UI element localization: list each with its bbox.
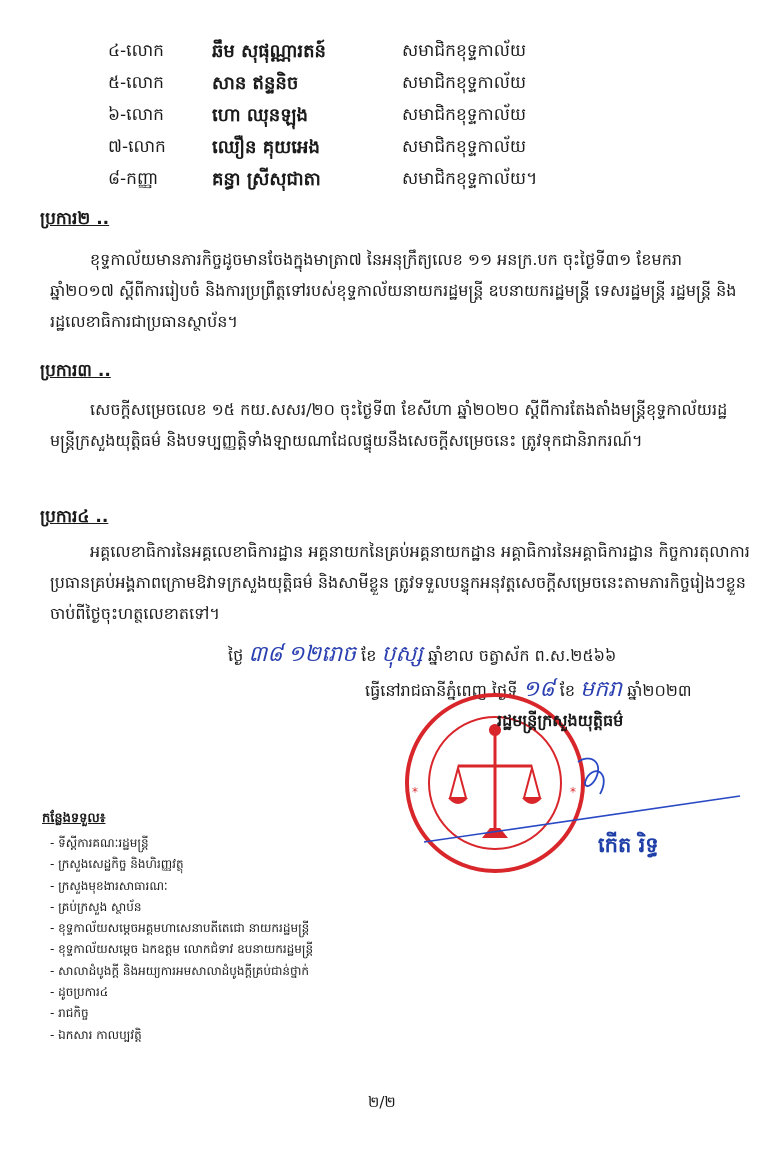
lunar-day: ៣៨ bbox=[248, 642, 283, 667]
member-title: ៧-លោក bbox=[108, 136, 166, 157]
article-4-heading: ប្រការ៤ .. bbox=[40, 507, 109, 527]
recipients-list bbox=[42, 833, 313, 1046]
list-item: - ក្រសួងមុខងារសាធារណៈ bbox=[50, 878, 168, 893]
article-2-heading: ប្រការ២ .. bbox=[40, 209, 110, 229]
lunar-day-label: ថ្ងៃ bbox=[228, 646, 244, 665]
member-row bbox=[108, 132, 668, 164]
member-name: ឆឹម សុផុណ្ណារតន៍ bbox=[212, 40, 326, 62]
member-row bbox=[108, 100, 668, 132]
article-3-heading: ប្រការ៣ .. bbox=[40, 361, 111, 381]
solar-day: ១៨ bbox=[522, 677, 555, 702]
member-role: សមាជិកខុទ្ទកាល័យ bbox=[402, 104, 527, 125]
recipients-block bbox=[42, 810, 313, 1046]
solar-month-label: ខែ bbox=[559, 681, 576, 700]
member-title: ៦-លោក bbox=[108, 104, 164, 125]
signer-name: កើត រិទ្ធ bbox=[598, 833, 659, 857]
member-name: គន្ធា ស្រីសុជាតា bbox=[212, 168, 321, 190]
member-role: សមាជិកខុទ្ទកាល័យ bbox=[402, 72, 527, 93]
member-name: ឈឿន គុយអេង bbox=[212, 136, 320, 158]
article-4-text: អគ្គលេខាធិការនៃអគ្គលេខាធិការដ្ឋាន អគ្គនាយកនៃគ្រប់អគ្គនាយកដ្ឋាន អគ្គាធិការនៃអគ្គាធិការដ្ឋាន កិច្ចការតុលាការ ប្រធានគ្រប់អង្គភាពក្រោមឱវាទក្រសួងយុត្តិធម៌ និងសាមីខ្លួន ត្រូវទទួលបន្ទុកអនុវត្តសេចក្ដីសម្រេចនេះតាមភារកិច្ចរៀងៗខ្លួនចាប់ពីថ្ងៃចុះហត្ថលេខាតទៅ។ bbox=[50, 542, 750, 623]
lunar-waning: ១២រោច bbox=[287, 642, 357, 667]
recipients-title: កន្លែងទទួល៖ bbox=[42, 811, 106, 826]
member-row bbox=[108, 36, 668, 68]
svg-text:*: * bbox=[412, 785, 418, 799]
member-row bbox=[108, 164, 668, 196]
list-item: - គ្រប់ក្រសួង ស្ថាប័ន bbox=[50, 899, 142, 914]
article-2-text: ខុទ្ទកាល័យមានភារកិច្ចដូចមានចែងក្នុងមាត្រា៧ នៃអនុក្រឹត្យលេខ ១១ អនក្រ.បក ចុះថ្ងៃទី៣១ ខែមករា ឆ្នាំ២០១៧ ស្ដីពីការរៀបចំ និងការប្រព្រឹត្តទៅរបស់ខុទ្ទកាល័យនាយករដ្ឋមន្ត្រី ឧបនាយករដ្ឋមន្ត្រី ទេសរដ្ឋមន្ត្រី រដ្ឋមន្ត្រី និងរដ្ឋលេខាធិការជាប្រធានស្ថាប័ន។ bbox=[50, 250, 737, 331]
list-item: - ក្រសួងសេដ្ឋកិច្ច និងហិរញ្ញវត្ថុ bbox=[50, 857, 184, 872]
member-title: ៨-កញ្ញា bbox=[108, 168, 159, 189]
list-item: - ទីស្ដីការគណៈរដ្ឋមន្ត្រី bbox=[50, 836, 149, 850]
member-role: សមាជិកខុទ្ទកាល័យ bbox=[402, 136, 527, 157]
member-role: សមាជិកខុទ្ទកាល័យ។ bbox=[402, 168, 538, 189]
list-item: - ខុទ្ទកាល័យសម្ដេចអគ្គមហាសេនាបតីតេជោ នាយករដ្ឋមន្ត្រី bbox=[50, 921, 310, 936]
lunar-month-label: ខែ bbox=[361, 646, 377, 665]
list-item: - សាលាដំបូងក្ដី និងអយ្យការអមសាលាដំបូងក្ដីគ្រប់ជាន់ថ្នាក់ bbox=[50, 963, 310, 978]
minister-title: រដ្ឋមន្ត្រីក្រសួងយុត្តិធម៌ bbox=[497, 711, 624, 730]
svg-text:*: * bbox=[570, 785, 576, 799]
lunar-year: ឆ្នាំខាល ចត្វាស័ក ព.ស.២៥៦៦ bbox=[428, 646, 617, 665]
members-list bbox=[108, 36, 668, 196]
lunar-date bbox=[228, 640, 616, 672]
member-name: សាន ឥន្ទនិច bbox=[212, 72, 299, 94]
solar-year: ឆ្នាំ២០២៣ bbox=[627, 681, 692, 700]
list-item: - រាជកិច្ច bbox=[50, 1006, 89, 1021]
member-role: សមាជិកខុទ្ទកាល័យ bbox=[402, 40, 527, 61]
article-3-text: សេចក្ដីសម្រេចលេខ ១៥ កយ.សសរ/២០ ចុះថ្ងៃទី៣ ខែសីហា ឆ្នាំ២០២០ ស្ដីពីការតែងតាំងមន្ត្រីខុទ្ទកាល័យរដ្ឋមន្ត្រីក្រសួងយុត្តិធម៌ និងបទប្បញ្ញត្តិទាំងឡាយណាដែលផ្ទុយនឹងសេចក្ដីសម្រេចនេះ ត្រូវទុកជានិរាករណ៍។ bbox=[50, 400, 728, 450]
solar-month: មករា bbox=[580, 677, 623, 702]
list-item: - ដូចប្រការ៤ bbox=[50, 985, 109, 1000]
member-row bbox=[108, 68, 668, 100]
lunar-month: បុស្ស bbox=[381, 642, 423, 667]
solar-prefix: ធ្វើនៅរាជធានីភ្នំពេញ ថ្ងៃទី bbox=[365, 681, 518, 700]
member-title: ៤-លោក bbox=[108, 40, 164, 61]
list-item: - ខុទ្ទកាល័យសម្ដេច ឯកឧត្តម លោកជំទាវ ឧបនាយករដ្ឋមន្ត្រី bbox=[50, 942, 314, 957]
member-title: ៥-លោក bbox=[108, 72, 164, 93]
handwritten-signature bbox=[420, 750, 750, 860]
list-item: - ឯកសារ កាលប្បវត្តិ bbox=[50, 1027, 142, 1042]
page-number: ២/២ bbox=[368, 1093, 396, 1111]
member-name: ហោ ឈុនឡុង bbox=[212, 104, 308, 126]
